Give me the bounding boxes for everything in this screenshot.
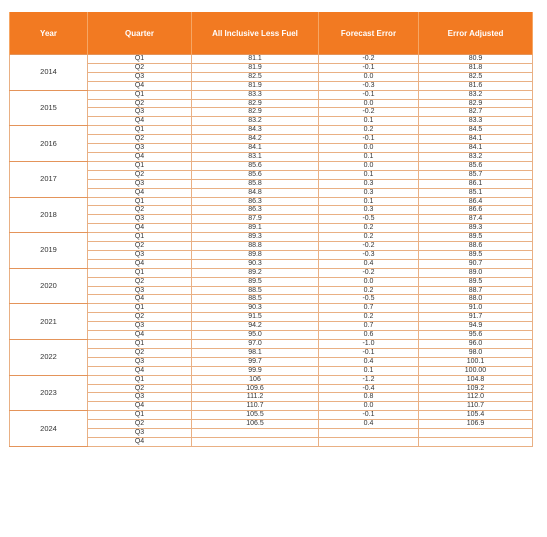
year-cell: 2022 [10,340,88,376]
table-row [10,55,533,64]
forecast-error-cell: 0.8 [319,393,419,402]
quarter-cell: Q1 [88,375,192,384]
quarter-cell: Q1 [88,268,192,277]
all-inclusive-less-fuel-cell: 90.3 [192,259,319,268]
all-inclusive-less-fuel-cell: 99.9 [192,366,319,375]
error-adjusted-cell: 83.2 [419,90,533,99]
forecast-error-cell [319,437,419,446]
error-adjusted-cell: 98.0 [419,348,533,357]
quarter-cell: Q3 [88,357,192,366]
all-inclusive-less-fuel-cell: 86.3 [192,197,319,206]
error-adjusted-cell: 83.2 [419,152,533,161]
all-inclusive-less-fuel-cell: 88.5 [192,286,319,295]
all-inclusive-less-fuel-cell: 85.6 [192,170,319,179]
all-inclusive-less-fuel-cell: 84.8 [192,188,319,197]
forecast-error-cell: -1.2 [319,375,419,384]
quarter-cell: Q4 [88,295,192,304]
quarter-cell: Q1 [88,90,192,99]
error-adjusted-cell: 84.1 [419,135,533,144]
quarter-cell: Q4 [88,117,192,126]
all-inclusive-less-fuel-cell: 106.5 [192,420,319,429]
table-row [10,161,533,170]
quarter-cell: Q2 [88,313,192,322]
table-row [10,72,533,81]
forecast-error-cell: 0.3 [319,206,419,215]
year-cell: 2024 [10,411,88,447]
all-inclusive-less-fuel-cell: 85.6 [192,161,319,170]
forecast-error-cell: 0.0 [319,144,419,153]
error-adjusted-cell: 100.1 [419,357,533,366]
quarter-cell: Q4 [88,366,192,375]
all-inclusive-less-fuel-cell: 83.1 [192,152,319,161]
error-adjusted-cell: 95.6 [419,331,533,340]
quarter-cell: Q4 [88,224,192,233]
error-adjusted-cell: 86.6 [419,206,533,215]
all-inclusive-less-fuel-cell: 110.7 [192,402,319,411]
column-header-quarter: Quarter [88,12,192,55]
table-row [10,179,533,188]
all-inclusive-less-fuel-cell: 86.3 [192,206,319,215]
forecast-error-cell: -0.1 [319,135,419,144]
forecast-error-cell: 0.0 [319,402,419,411]
all-inclusive-less-fuel-cell: 98.1 [192,348,319,357]
table-row [10,206,533,215]
year-cell: 2014 [10,55,88,91]
quarter-cell: Q2 [88,420,192,429]
table-row [10,357,533,366]
error-adjusted-cell: 80.9 [419,55,533,64]
error-adjusted-cell: 91.0 [419,304,533,313]
all-inclusive-less-fuel-cell: 99.7 [192,357,319,366]
all-inclusive-less-fuel-cell: 81.9 [192,81,319,90]
error-adjusted-cell: 87.4 [419,215,533,224]
forecast-error-cell: -0.1 [319,348,419,357]
header-row [10,12,533,55]
error-adjusted-cell: 84.5 [419,126,533,135]
forecast-error-cell: 0.2 [319,313,419,322]
forecast-error-cell: 0.6 [319,331,419,340]
forecast-error-cell: 0.2 [319,126,419,135]
error-adjusted-cell: 86.1 [419,179,533,188]
table-row [10,197,533,206]
quarter-cell: Q1 [88,126,192,135]
error-adjusted-cell: 88.6 [419,242,533,251]
table-row [10,340,533,349]
error-adjusted-cell: 83.3 [419,117,533,126]
forecast-error-cell: -0.3 [319,250,419,259]
quarter-cell: Q2 [88,384,192,393]
error-adjusted-cell: 88.0 [419,295,533,304]
error-adjusted-cell: 82.5 [419,72,533,81]
all-inclusive-less-fuel-cell: 94.2 [192,322,319,331]
year-cell: 2016 [10,126,88,162]
error-adjusted-cell: 84.1 [419,144,533,153]
all-inclusive-less-fuel-cell: 90.3 [192,304,319,313]
table-row [10,117,533,126]
table-row [10,402,533,411]
year-cell: 2020 [10,268,88,304]
table-row [10,366,533,375]
quarter-cell: Q1 [88,55,192,64]
forecast-error-cell: 0.1 [319,152,419,161]
all-inclusive-less-fuel-cell: 83.3 [192,90,319,99]
quarter-cell: Q3 [88,250,192,259]
forecast-error-cell: 0.0 [319,72,419,81]
forecast-error-cell: 0.0 [319,277,419,286]
all-inclusive-less-fuel-cell: 88.8 [192,242,319,251]
table-row [10,375,533,384]
error-adjusted-cell: 82.9 [419,99,533,108]
forecast-error-cell: -0.2 [319,55,419,64]
table-row [10,420,533,429]
all-inclusive-less-fuel-cell: 82.5 [192,72,319,81]
forecast-error-cell: 0.2 [319,233,419,242]
table-row [10,108,533,117]
table-row [10,384,533,393]
table-row [10,126,533,135]
error-adjusted-cell: 81.8 [419,63,533,72]
quarter-cell: Q4 [88,188,192,197]
error-adjusted-cell: 104.8 [419,375,533,384]
all-inclusive-less-fuel-cell: 89.2 [192,268,319,277]
error-adjusted-cell: 81.6 [419,81,533,90]
all-inclusive-less-fuel-cell: 106 [192,375,319,384]
quarter-cell: Q3 [88,179,192,188]
all-inclusive-less-fuel-cell: 88.5 [192,295,319,304]
error-adjusted-cell: 89.0 [419,268,533,277]
table-row [10,411,533,420]
forecast-error-cell: 0.1 [319,170,419,179]
quarter-cell: Q2 [88,348,192,357]
forecast-error-cell: 0.1 [319,366,419,375]
quarter-cell: Q2 [88,206,192,215]
error-adjusted-cell: 89.5 [419,233,533,242]
year-cell: 2019 [10,233,88,269]
error-adjusted-cell: 89.5 [419,250,533,259]
column-header-year: Year [10,12,88,55]
column-header-error-adjusted: Error Adjusted [419,12,533,55]
table-row [10,224,533,233]
table-row [10,250,533,259]
forecast-error-cell: -0.4 [319,384,419,393]
forecast-error-cell: 0.2 [319,286,419,295]
all-inclusive-less-fuel-cell: 95.0 [192,331,319,340]
all-inclusive-less-fuel-cell: 89.8 [192,250,319,259]
error-adjusted-cell: 105.4 [419,411,533,420]
table-row [10,99,533,108]
table-row [10,295,533,304]
quarter-cell: Q3 [88,393,192,402]
forecast-error-cell: 0.7 [319,304,419,313]
year-cell: 2021 [10,304,88,340]
table-row [10,188,533,197]
column-header-forecast-error: Forecast Error [319,12,419,55]
table-row [10,331,533,340]
all-inclusive-less-fuel-cell: 111.2 [192,393,319,402]
year-cell: 2023 [10,375,88,411]
table-row [10,233,533,242]
table-row [10,304,533,313]
forecast-error-cell: -0.2 [319,242,419,251]
forecast-error-cell: 0.7 [319,322,419,331]
quarter-cell: Q2 [88,99,192,108]
error-adjusted-cell [419,429,533,438]
quarter-cell: Q2 [88,242,192,251]
error-adjusted-cell: 85.7 [419,170,533,179]
all-inclusive-less-fuel-cell: 109.6 [192,384,319,393]
forecast-error-cell: -1.0 [319,340,419,349]
error-adjusted-cell: 106.9 [419,420,533,429]
all-inclusive-less-fuel-cell: 87.9 [192,215,319,224]
column-header-all-inclusive-less-fuel: All Inclusive Less Fuel [192,12,319,55]
forecast-error-cell: -0.5 [319,215,419,224]
quarter-cell: Q1 [88,233,192,242]
forecast-error-cell: -0.1 [319,90,419,99]
error-adjusted-cell: 109.2 [419,384,533,393]
quarter-cell: Q4 [88,437,192,446]
table-body [10,55,533,447]
error-adjusted-cell [419,437,533,446]
all-inclusive-less-fuel-cell [192,437,319,446]
forecast-error-cell: 0.0 [319,99,419,108]
quarter-cell: Q2 [88,63,192,72]
all-inclusive-less-fuel-cell: 84.3 [192,126,319,135]
table-row [10,437,533,446]
table-row [10,277,533,286]
forecast-error-cell [319,429,419,438]
error-adjusted-cell: 90.7 [419,259,533,268]
quarter-cell: Q4 [88,81,192,90]
error-adjusted-cell: 89.5 [419,277,533,286]
table-row [10,170,533,179]
quarter-cell: Q1 [88,161,192,170]
error-adjusted-cell: 94.9 [419,322,533,331]
all-inclusive-less-fuel-cell: 82.9 [192,108,319,117]
quarter-cell: Q1 [88,197,192,206]
quarter-cell: Q3 [88,144,192,153]
error-adjusted-cell: 96.0 [419,340,533,349]
all-inclusive-less-fuel-cell: 89.3 [192,233,319,242]
quarter-cell: Q2 [88,277,192,286]
table-row [10,215,533,224]
table-row [10,81,533,90]
forecast-error-cell: 0.4 [319,259,419,268]
quarter-cell: Q2 [88,135,192,144]
all-inclusive-less-fuel-cell: 82.9 [192,99,319,108]
forecast-error-cell: 0.1 [319,197,419,206]
table-row [10,144,533,153]
quarter-cell: Q4 [88,152,192,161]
year-cell: 2015 [10,90,88,126]
all-inclusive-less-fuel-cell: 89.1 [192,224,319,233]
table-row [10,286,533,295]
table-row [10,393,533,402]
forecast-error-cell: 0.3 [319,188,419,197]
forecast-error-cell: 0.4 [319,420,419,429]
error-adjusted-cell: 85.1 [419,188,533,197]
table-header [10,12,533,55]
quarter-cell: Q3 [88,108,192,117]
all-inclusive-less-fuel-cell: 83.2 [192,117,319,126]
all-inclusive-less-fuel-cell: 91.5 [192,313,319,322]
quarter-cell: Q3 [88,322,192,331]
table-row [10,242,533,251]
all-inclusive-less-fuel-cell: 97.0 [192,340,319,349]
forecast-error-cell: 0.2 [319,224,419,233]
error-adjusted-cell: 91.7 [419,313,533,322]
table-row [10,348,533,357]
year-cell: 2017 [10,161,88,197]
error-adjusted-cell: 100.00 [419,366,533,375]
error-adjusted-cell: 112.0 [419,393,533,402]
error-adjusted-cell: 88.7 [419,286,533,295]
table-row [10,135,533,144]
table-row [10,259,533,268]
error-adjusted-cell: 89.3 [419,224,533,233]
forecast-error-cell: 0.0 [319,161,419,170]
forecast-error-cell: 0.3 [319,179,419,188]
forecast-error-cell: -0.3 [319,81,419,90]
table-row [10,63,533,72]
all-inclusive-less-fuel-cell: 89.5 [192,277,319,286]
quarter-cell: Q3 [88,429,192,438]
error-adjusted-cell: 86.4 [419,197,533,206]
quarter-cell: Q3 [88,286,192,295]
quarter-cell: Q4 [88,331,192,340]
error-adjusted-cell: 85.6 [419,161,533,170]
table-row [10,313,533,322]
data-table-container [9,12,532,447]
forecast-error-cell: -0.2 [319,268,419,277]
all-inclusive-less-fuel-cell: 105.5 [192,411,319,420]
table-row [10,322,533,331]
year-cell: 2018 [10,197,88,233]
all-inclusive-less-fuel-cell: 85.8 [192,179,319,188]
all-inclusive-less-fuel-cell: 84.1 [192,144,319,153]
all-inclusive-less-fuel-cell [192,429,319,438]
forecast-error-cell: -0.1 [319,411,419,420]
quarter-cell: Q4 [88,402,192,411]
quarter-cell: Q3 [88,72,192,81]
forecast-error-cell: -0.5 [319,295,419,304]
error-adjusted-cell: 82.7 [419,108,533,117]
all-inclusive-less-fuel-cell: 81.9 [192,63,319,72]
quarter-cell: Q4 [88,259,192,268]
forecast-error-cell: -0.1 [319,63,419,72]
quarter-cell: Q3 [88,215,192,224]
quarter-cell: Q1 [88,340,192,349]
forecast-error-table [9,12,533,447]
quarter-cell: Q1 [88,411,192,420]
error-adjusted-cell: 110.7 [419,402,533,411]
all-inclusive-less-fuel-cell: 81.1 [192,55,319,64]
table-row [10,268,533,277]
quarter-cell: Q2 [88,170,192,179]
table-row [10,90,533,99]
forecast-error-cell: -0.2 [319,108,419,117]
forecast-error-cell: 0.4 [319,357,419,366]
quarter-cell: Q1 [88,304,192,313]
table-row [10,152,533,161]
table-row [10,429,533,438]
all-inclusive-less-fuel-cell: 84.2 [192,135,319,144]
forecast-error-cell: 0.1 [319,117,419,126]
